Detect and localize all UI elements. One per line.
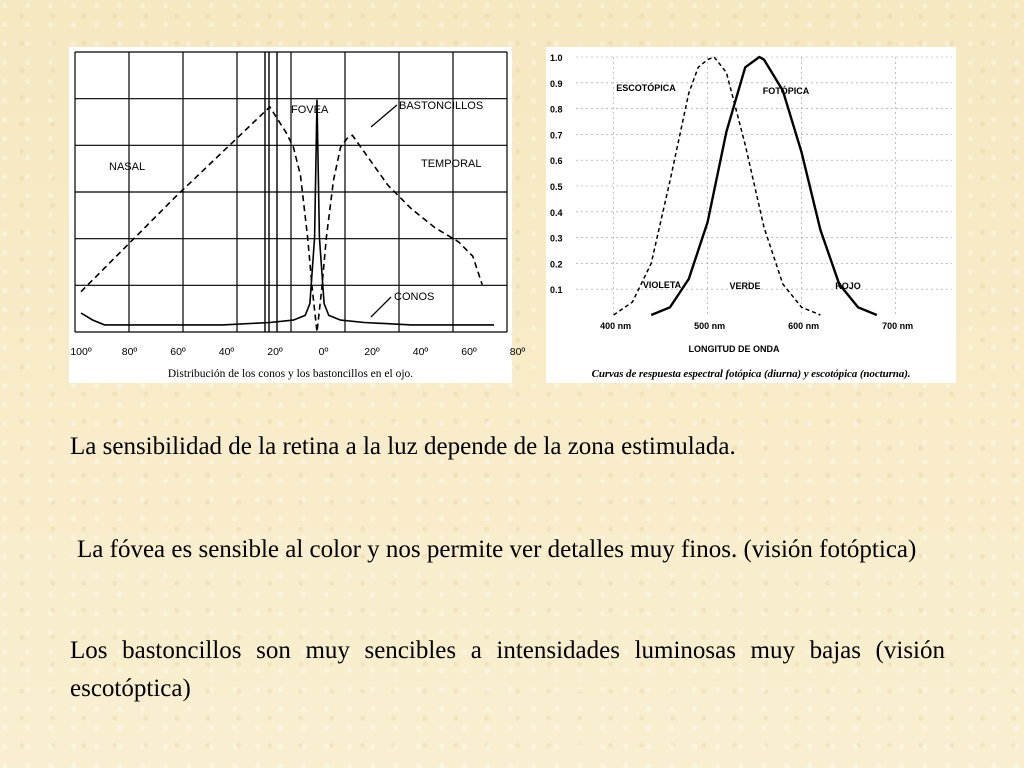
series-label-escotopica: ESCOTÓPICA [616, 83, 676, 93]
spectral-response-plot [546, 47, 956, 383]
y-tick-label: 1.0 [550, 53, 563, 63]
y-tick-label: 0.1 [550, 285, 563, 296]
x-tick-label: 600 nm [788, 321, 820, 331]
paragraph-fovea: La fóvea es sensible al color y nos permite ver detalles muy finos. (visión fotóptica) [77, 536, 917, 563]
label-conos: CONOS [394, 291, 435, 303]
left-chart-caption: Distribución de los conos y los bastoncillos en el ojo. [167, 368, 414, 380]
y-tick-label: 0.2 [550, 259, 563, 270]
x-tick-label: 100º [70, 346, 92, 358]
conos-pointer [371, 297, 391, 317]
right-chart-caption: Curvas de respuesta espectral fotópica (diurna) y escotópica (nocturna). [591, 368, 911, 380]
x-tick-label: 40º [412, 346, 429, 358]
x-tick-label: 60º [170, 346, 186, 358]
y-tick-label: 0.9 [550, 78, 563, 89]
series-label-fotopica: FOTÓPICA [762, 86, 810, 96]
x-tick-label: 40º [218, 346, 235, 358]
bastoncillos-pointer [371, 105, 397, 127]
y-tick-label: 0.5 [550, 182, 563, 192]
x-tick-label: 80º [121, 346, 138, 358]
y-tick-label: 0.6 [550, 156, 563, 167]
retina-distribution-chart [69, 47, 526, 383]
y-tick-label: 0.7 [550, 130, 563, 141]
spectral-response-chart [546, 47, 956, 383]
retina-distribution-plot [69, 47, 526, 383]
x-tick-label: 20º [267, 346, 283, 358]
label-fovea: FOVEA [291, 104, 329, 116]
y-tick-label: 0.8 [550, 104, 563, 115]
x-tick-label: 80º [509, 346, 526, 358]
x-tick-label: 60º [461, 346, 477, 358]
x-tick-label: 0º [318, 346, 329, 358]
x-tick-label: 700 nm [882, 321, 914, 331]
y-tick-label: 0.4 [550, 207, 563, 218]
y-tick-label: 0.3 [550, 233, 563, 244]
paragraph-rods: Los bastoncillos son muy sencibles a intensidades luminosas muy bajas (visión escotóptica) [70, 637, 945, 702]
label-rojo: ROJO [835, 281, 861, 291]
label-temporal: TEMPORAL [421, 158, 482, 170]
x-axis-label: LONGITUD DE ONDA [688, 344, 780, 354]
label-verde: VERDE [729, 281, 761, 291]
x-tick-label: 20º [364, 346, 380, 358]
paragraph-retina-sensitivity: La sensibilidad de la retina a la luz depende de la zona estimulada. [70, 433, 736, 460]
label-nasal: NASAL [109, 161, 146, 173]
x-tick-label: 500 nm [694, 321, 726, 331]
label-bastoncillos: BASTONCILLOS [399, 100, 484, 112]
x-tick-label: 400 nm [600, 321, 632, 331]
label-violeta: VIOLETA [642, 280, 682, 290]
